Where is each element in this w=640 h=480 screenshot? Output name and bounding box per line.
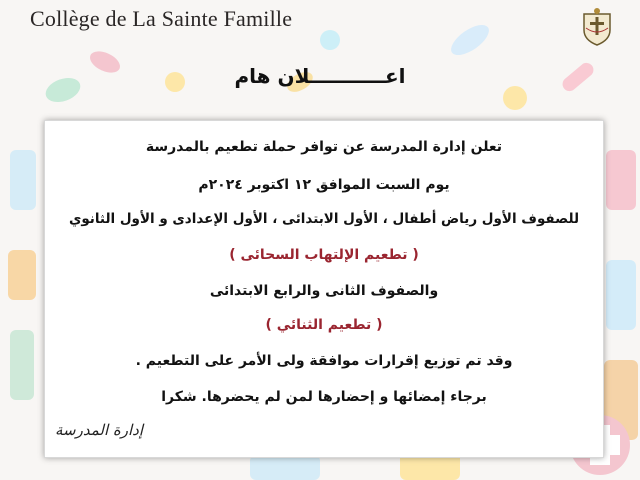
school-name: Collège de La Sainte Famille <box>30 6 293 31</box>
announcement-line-8: برجاء إمضائها و إحضارها لمن لم يحضرها. شكرا <box>161 389 487 405</box>
school-crest-icon <box>580 6 614 46</box>
vaccine-dual-label: ( تطعيم الثنائي ) <box>265 317 383 333</box>
announcement-card <box>44 120 604 458</box>
announcement-line-2: يوم السبت الموافق ١٢ اكتوبر ٢٠٢٤م <box>198 177 450 193</box>
announcement-title: اعـــــــــــلان هام <box>234 64 406 88</box>
vaccine-meningitis-label: ( تطعيم الإلتهاب السحائى ) <box>229 247 419 263</box>
announcement-line-7: وقد تم توزيع إقرارات موافقة ولى الأمر على التطعيم . <box>135 353 513 369</box>
announcement-line-1: تعلن إدارة المدرسة عن توافر حملة تطعيم بالمدرسة <box>145 139 503 155</box>
announcement-line-3: للصفوف الأول رياض أطفال ، الأول الابتدائى ، الأول الإعدادى و الأول الثانوي <box>68 211 580 227</box>
signature: إدارة المدرسة <box>55 421 144 439</box>
announcement-line-5: والصفوف الثانى والرابع الابتدائى <box>209 283 439 299</box>
